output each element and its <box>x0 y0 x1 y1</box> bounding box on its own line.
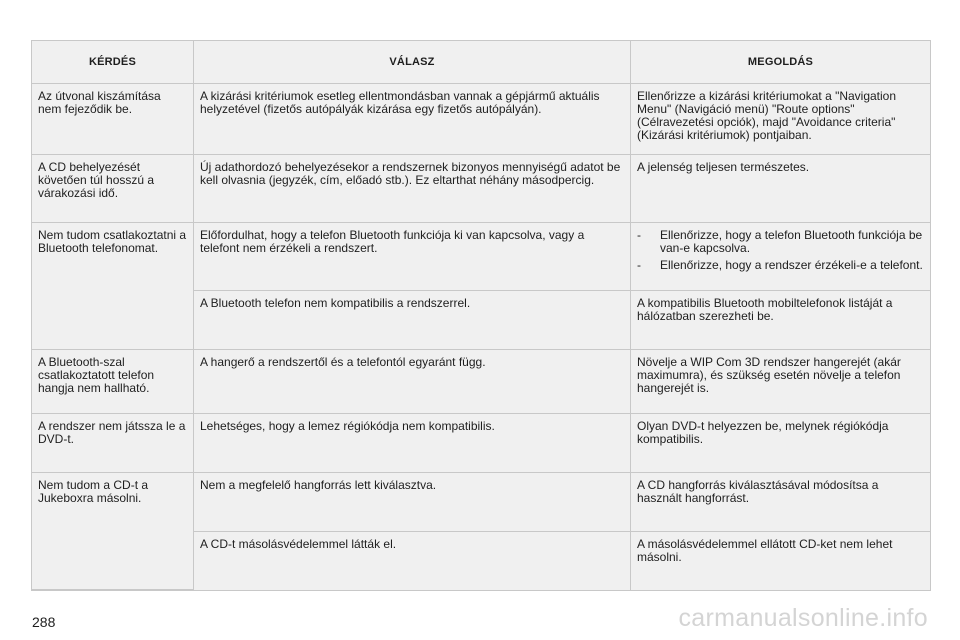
header-solution: MEGOLDÁS <box>631 41 930 84</box>
table-row <box>32 473 930 532</box>
question-cell: Nem tudom csatlakoztatni a Bluetooth telefonomat. <box>32 223 194 350</box>
answer-cell: A hangerő a rendszertől és a telefontól egyaránt függ. <box>194 350 631 414</box>
dash-bullet: - <box>637 228 641 242</box>
header-question: KÉRDÉS <box>32 41 194 84</box>
table-row <box>32 155 930 223</box>
solution-cell: A jelenség teljesen természetes. <box>631 155 930 223</box>
watermark: carmanualsonline.info <box>678 604 928 632</box>
answer-cell: A Bluetooth telefon nem kompatibilis a rendszerrel. <box>194 291 631 350</box>
question-cell: A Bluetooth-szal csatlakoztatott telefon hangja nem hallható. <box>32 350 194 414</box>
question-cell: Nem tudom a CD-t a Jukeboxra másolni. <box>32 473 194 590</box>
answer-cell: A CD-t másolásvédelemmel látták el. <box>194 532 631 590</box>
question-cell: Az útvonal kiszámítása nem fejeződik be. <box>32 84 194 155</box>
solution-cell <box>631 223 930 291</box>
solution-cell: Ellenőrizze a kizárási kritériumokat a "Navigation Menu" (Navigáció menü) "Route options" (Célravezetési opciók), majd "Avoidance criteria" (Kizárási kritériumok) pontjaiban. <box>631 84 930 155</box>
header-answer: VÁLASZ <box>194 41 631 84</box>
solution-cell: Olyan DVD-t helyezzen be, melynek régiókódja kompatibilis. <box>631 414 930 473</box>
dash-bullet: - <box>637 258 641 272</box>
answer-cell: A kizárási kritériumok esetleg ellentmondásban vannak a gépjármű aktuális helyzetével (fizetős autópályák kizárása egy fizetős autópályán). <box>194 84 631 155</box>
question-cell: A rendszer nem játssza le a DVD-t. <box>32 414 194 473</box>
troubleshooting-table <box>31 40 931 591</box>
answer-cell: Új adathordozó behelyezésekor a rendszernek bizonyos mennyiségű adatot be kell olvasnia (jegyzék, cím, előadó stb.). Ez eltarthat néhány másodpercig. <box>194 155 631 223</box>
table-row <box>32 414 930 473</box>
answer-cell: Nem a megfelelő hangforrás lett kiválasztva. <box>194 473 631 532</box>
question-cell: A CD behelyezését követően túl hosszú a várakozási idő. <box>32 155 194 223</box>
page-number: 288 <box>32 614 56 630</box>
solution-cell: Növelje a WIP Com 3D rendszer hangerejét (akár maximumra), és szükség esetén növelje a telefon hangerejét is. <box>631 350 930 414</box>
solution-list <box>637 229 924 272</box>
table-row <box>32 350 930 414</box>
answer-cell: Lehetséges, hogy a lemez régiókódja nem kompatibilis. <box>194 414 631 473</box>
solution-list-item <box>637 229 924 255</box>
table-row <box>32 223 930 291</box>
solution-cell: A CD hangforrás kiválasztásával módosítsa a használt hangforrást. <box>631 473 930 532</box>
solution-item-text: Ellenőrizze, hogy a telefon Bluetooth funkciója be van-e kapcsolva. <box>660 228 923 255</box>
solution-list-item <box>637 259 924 272</box>
table-header-row <box>32 41 930 84</box>
solution-cell: A másolásvédelemmel ellátott CD-ket nem lehet másolni. <box>637 537 893 564</box>
answer-cell: Előfordulhat, hogy a telefon Bluetooth funkciója ki van kapcsolva, vagy a telefont nem érzékeli a rendszert. <box>194 223 631 291</box>
solution-cell: A kompatibilis Bluetooth mobiltelefonok listáját a hálózatban szerezheti be. <box>631 291 930 350</box>
solution-item-text: Ellenőrizze, hogy a rendszer érzékeli-e a telefont. <box>660 258 923 272</box>
table-row <box>32 84 930 155</box>
